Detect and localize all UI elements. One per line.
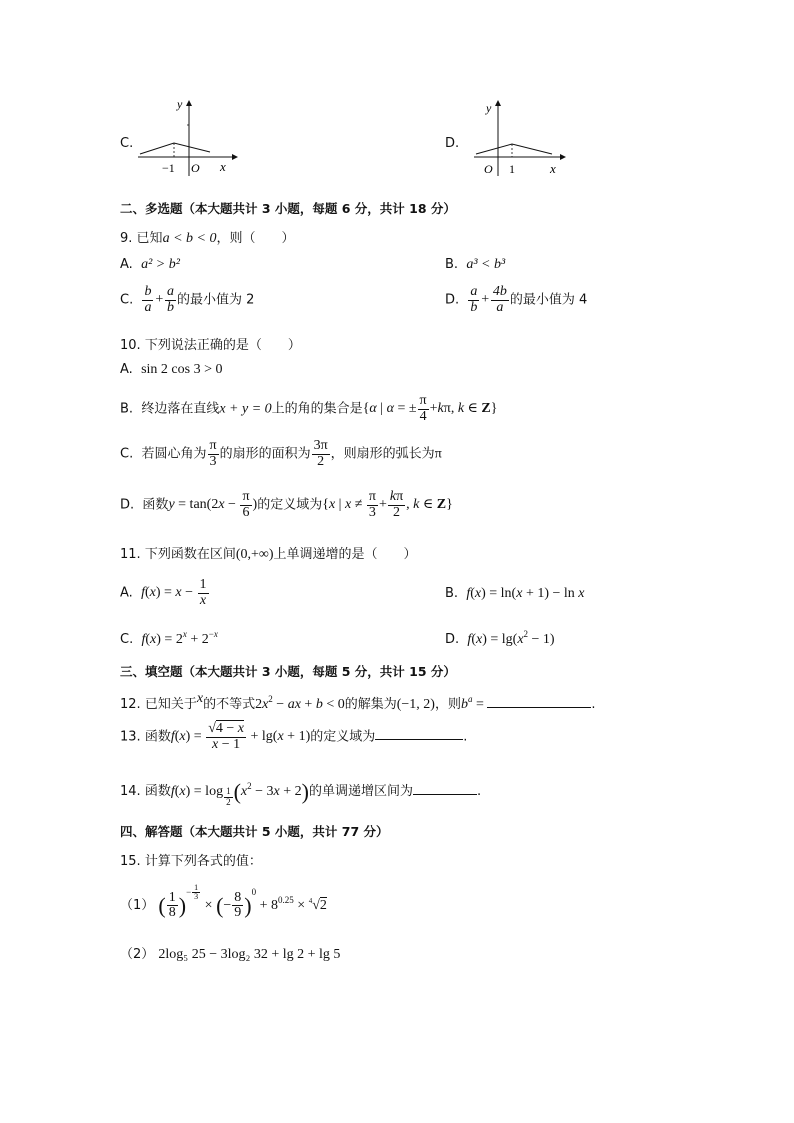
graph-d-x-label: x [550,161,556,176]
graph-c-x-arrow [232,154,238,160]
option-d-label: D. [445,136,460,151]
graph-d [470,98,566,178]
graph-d-y-label: y [486,101,492,115]
option-c-label: C. [120,136,134,151]
q15-stem: 15. 计算下列各式的值： [120,854,262,869]
graph-c-y-arrow [186,100,192,106]
section-4-title: 四、解答题（本大题共计 5 小题，共计 77 分） [120,824,389,839]
graph-d-x-arrow [560,154,566,160]
q9-option-c: C. $\frac{b}{a}$ + $\frac{a}{b}$ 的最小值为 2 [120,284,255,315]
graph-c-tick: −1 [162,161,175,175]
q10-stem: 10. 下列说法正确的是（ ） [120,338,301,353]
q9-option-b: B. a³ < b³ [445,257,506,272]
graph-c-origin: O [191,161,200,175]
q9-c-expr: $\frac{b}{a}$ + $\frac{a}{b}$ [144,284,174,315]
q15-part-2: （2） 2log₅ 25 − 3log₂ 32 + lg 2 + lg 5 [120,947,341,962]
graph-c-y-label: y [177,98,183,111]
q10-b-set: {α | α = ± $\frac{\pi}{4}$ +kπ, k ∈ Z} [362,393,498,424]
q14-answer-blank[interactable] [413,794,477,795]
q11-option-d: D. $f(x) = \lg(x^2 - 1)$ [445,629,555,647]
q11-option-c: C. $f(x) = 2^x + 2^{-x}$ [120,629,218,647]
q14: 14. 函数f(x) = log $_{\frac{1}{2}}$ $(x^2 - 3x + 2)$的单调递增区间为 . [120,779,482,807]
q14-func: f(x) = log $_{\frac{1}{2}}$ $(x^2 - 3x + 2)$ [170,779,309,807]
q10-option-c: C. 若圆心角为 $\frac{\pi}{3}$ 的扇形的面积为 $\frac{3\pi}{2}$ ，则扇形的弧长为π [120,438,442,469]
q9-option-a: A. a² > b² [120,257,180,272]
graph-d-origin: O [484,162,493,176]
q10-option-a: A. sin 2 cos 3 > 0 [120,362,223,377]
q9-option-d: D. $\frac{a}{b}$ + $\frac{4b}{a}$ 的最小值为 4 [445,284,588,315]
q12: 12. 已知关于$^x$的不等式$2x^2$ − ax + b < 0的解集为(−1, 2)，则$b^a$ = . [120,691,596,712]
graph-d-y-arrow [495,100,501,106]
section-2-title: 二、多选题（本大题共计 3 小题，每题 6 分，共计 18 分） [120,201,456,216]
q9-d-expr: $\frac{a}{b}$ + $\frac{4b}{a}$ [470,284,507,315]
section-3-title: 三、填空题（本大题共计 3 小题，每题 5 分，共计 15 分） [120,664,456,679]
q15-p1-expr: ( $\frac{1}{8}$ )$^{- \frac{1}{3}}$ × (− $\frac{8}{9}$ )$^0 + 8^{0.25} \times ^4√2$ [158,883,327,921]
q15-part-1: （1） ( $\frac{1}{8}$ )$^{- \frac{1}{3}}$ × (− $\frac{8}{9}$ )$^0 + 8^{0.25} \times ^4√2$ [120,883,327,921]
q12-answer-blank[interactable] [487,707,591,708]
q10-option-d: D. 函数y = tan(2x − $\frac{\pi}{6}$ )的定义域为{x | x ≠ $\frac{\pi}{3}$ + $\frac{k\pi}{2}$ , k ∈ Z} [120,489,453,520]
q9-number: 9. [120,231,133,246]
q9-stem: 9. 已知a < b < 0，则（ ） [120,231,295,246]
q10-d-func: y = tan(2x − $\frac{\pi}{6}$ ) [168,489,258,520]
q13-func: f(x) = $\frac{√4 - x}{x - 1}$ + lg(x + 1) [170,721,311,752]
graph-c-curve [140,143,210,154]
q9-math: a < b < 0 [162,231,217,246]
q11-option-b: B. f(x) = ln(x + 1) − ln x [445,586,585,601]
graph-d-curve [476,144,552,154]
graph-c-x-label: x [220,159,226,174]
q13-answer-blank[interactable] [375,739,463,740]
q10-d-domain: {x | x ≠ $\frac{\pi}{3}$ + $\frac{k\pi}{2}$ , k ∈ Z} [322,489,453,520]
graph-d-tick: 1 [509,162,515,176]
q13: 13. 函数f(x) = $\frac{√4 - x}{x - 1}$ + lg(x + 1)的定义域为 . [120,721,468,752]
q11-stem: 11. 下列函数在区间(0,+∞)上单调递增的是（ ） [120,547,417,562]
q12-inequality: $2x^2$ − ax + b < 0 [255,694,345,712]
q10-option-b: B. 终边落在直线x + y = 0上的角的集合是{α | α = ± $\frac{\pi}{4}$ +kπ, k ∈ Z} [120,393,498,424]
graph-c [134,98,238,178]
q11-option-a: A. f(x) = x − $\frac{1}{x}$ [120,577,207,608]
